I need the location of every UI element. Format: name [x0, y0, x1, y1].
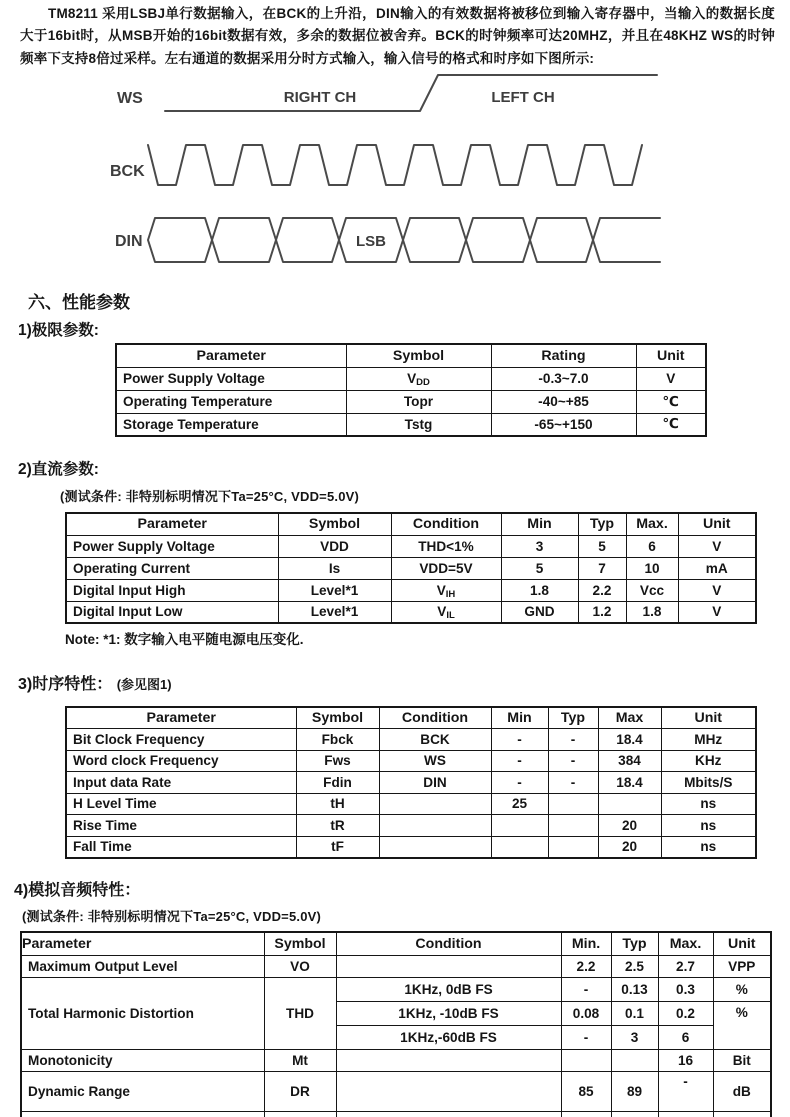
cell: Dynamic Range: [21, 1071, 264, 1111]
header-cell: Parameter: [116, 344, 346, 367]
table-row: [116, 413, 706, 436]
cell: [336, 1049, 561, 1071]
limit-params-table: [115, 343, 707, 437]
header-cell: Symbol: [264, 932, 336, 955]
cell: [336, 1071, 561, 1111]
cell: Storage Temperature: [116, 413, 346, 436]
cell: VDD=5V: [391, 557, 501, 579]
cell: Bit Clock Frequency: [66, 729, 296, 751]
cell: [379, 836, 491, 858]
cell: Mt: [264, 1049, 336, 1071]
cell: 2.2: [561, 955, 611, 977]
cell: -: [548, 729, 598, 751]
timing-table: [65, 706, 757, 859]
cell: [379, 793, 491, 815]
header-cell: Symbol: [296, 707, 379, 729]
cell: $V_{IL}$: [391, 601, 501, 623]
ws-signal-label: WS: [117, 90, 143, 107]
cell: $V_{DD}$: [346, 367, 491, 390]
table-header-row: [66, 707, 756, 729]
din-waveform: [148, 218, 660, 262]
cell: 20: [598, 815, 661, 837]
cell: 89: [611, 1071, 658, 1111]
cell: V: [678, 535, 756, 557]
audio-test-condition: (测试条件: 非特别标明情况下Ta=25°C, VDD=5.0V): [22, 909, 322, 924]
header-cell: Unit: [713, 932, 771, 955]
cell: 6: [658, 1025, 713, 1049]
table-row: [116, 367, 706, 390]
cell: ℃: [636, 390, 706, 413]
cell: 20: [598, 836, 661, 858]
cell: 384: [598, 750, 661, 772]
cell: 7: [578, 557, 626, 579]
timing-diagram: [60, 70, 720, 275]
cell: 2.2: [578, 579, 626, 601]
cell: [548, 793, 598, 815]
cell: ns: [661, 793, 756, 815]
header-cell: Condition: [379, 707, 491, 729]
intro-paragraph: TM8211 采用LSBJ单行数据输入，在BCK的上升沿，DIN输入的有效数据将被移位到输入寄存器中，当输入的数据长度大于16bit时，从MSB开始的16bit数据有效，多余的数据位被舍弃。BCK的时钟频率可达20MHZ，并且在48KHZ WS的时钟频率下支持8倍过采样。左右通道的数据采用分时方式输入，输入信号的格式和时序如下图所示:: [20, 6, 775, 66]
cell: 25: [491, 793, 548, 815]
cell: Topr: [346, 390, 491, 413]
header-cell: Symbol: [346, 344, 491, 367]
dc-test-condition: (测试条件: 非特别标明情况下Ta=25°C, VDD=5.0V): [60, 489, 360, 504]
cell: -0.3~7.0: [491, 367, 636, 390]
cell: Power Supply Voltage: [66, 535, 278, 557]
header-cell: Symbol: [278, 513, 391, 535]
cell: $V_{IH}$: [391, 579, 501, 601]
cell: 5: [501, 557, 578, 579]
right-channel-label: RIGHT CH: [283, 89, 357, 106]
cell: 0.1: [611, 1001, 658, 1025]
cell: [491, 836, 548, 858]
cell: -: [561, 977, 611, 1001]
cell: 3: [501, 535, 578, 557]
heading-limit-params: 1)极限参数:: [18, 322, 99, 339]
table-row: [66, 836, 756, 858]
cell: Input data Rate: [66, 772, 296, 794]
cell: V: [678, 601, 756, 623]
lsb-cell-label: LSB: [356, 233, 386, 250]
cell: 85: [561, 1071, 611, 1111]
header-cell: Unit: [636, 344, 706, 367]
cell: THD<1%: [391, 535, 501, 557]
cell: [658, 1111, 713, 1117]
cell: V: [678, 579, 756, 601]
cell: Fall Time: [66, 836, 296, 858]
header-cell: Parameter: [66, 513, 278, 535]
header-cell: Typ: [578, 513, 626, 535]
cell: [548, 815, 598, 837]
cell: Maximum Output Level: [21, 955, 264, 977]
cell: 6: [626, 535, 678, 557]
cell: [548, 836, 598, 858]
cell: 1KHz,-60dB FS: [336, 1025, 561, 1049]
cell: -65~+150: [491, 413, 636, 436]
cell: 18.4: [598, 729, 661, 751]
cell: WS: [379, 750, 491, 772]
cell: VPP: [713, 955, 771, 977]
header-cell: Min: [491, 707, 548, 729]
cell: 2.7: [658, 955, 713, 977]
table-row: [66, 815, 756, 837]
cell: [611, 1111, 658, 1117]
cell: Bit: [713, 1049, 771, 1071]
cell: DIN: [379, 772, 491, 794]
cell: [561, 1049, 611, 1071]
cell: ns: [661, 836, 756, 858]
cell: [598, 793, 661, 815]
table-header-row: [116, 344, 706, 367]
cell: -: [561, 1025, 611, 1049]
cell: 10: [626, 557, 678, 579]
cell: Rise Time: [66, 815, 296, 837]
cell: tH: [296, 793, 379, 815]
header-cell: Typ: [611, 932, 658, 955]
cell: 16: [658, 1049, 713, 1071]
cell: Vcc: [626, 579, 678, 601]
cell: [336, 955, 561, 977]
cell: -40~+85: [491, 390, 636, 413]
cell: mA: [678, 557, 756, 579]
cell: Digital Input Low: [66, 601, 278, 623]
cell: tF: [296, 836, 379, 858]
table-row: [21, 977, 771, 1001]
table-header-row: [66, 513, 756, 535]
din-signal-label: DIN: [115, 233, 143, 250]
cell: 0.3: [658, 977, 713, 1001]
header-cell: Parameter: [21, 932, 264, 955]
cell: [713, 1111, 771, 1117]
header-cell: Unit: [661, 707, 756, 729]
heading-timing-text: 3)时序特性：: [18, 676, 113, 693]
cell: Level*1: [278, 579, 391, 601]
cell: 1.8: [501, 579, 578, 601]
cell: Power Supply Voltage: [116, 367, 346, 390]
table-row: [66, 772, 756, 794]
cell: dB: [713, 1071, 771, 1111]
cell: 1.2: [578, 601, 626, 623]
cell: 2.5: [611, 955, 658, 977]
cell: KHz: [661, 750, 756, 772]
dc-table-note: Note: *1: 数字输入电平随电源电压变化.: [65, 632, 304, 647]
cell: 3: [611, 1025, 658, 1049]
cell: [491, 815, 548, 837]
table-row: [66, 557, 756, 579]
cell: 5: [578, 535, 626, 557]
cell: 1KHz, -10dB FS: [336, 1001, 561, 1025]
cell: 1KHz, 0dB FS: [336, 977, 561, 1001]
cell: VO: [264, 955, 336, 977]
header-cell: Parameter: [66, 707, 296, 729]
cell: Fbck: [296, 729, 379, 751]
table-row: [66, 729, 756, 751]
heading-dc-params: 2)直流参数:: [18, 461, 99, 478]
heading-audio: 4)模拟音频特性：: [14, 882, 141, 899]
cell: %: [713, 1001, 771, 1049]
header-cell: Min.: [561, 932, 611, 955]
table-row: [21, 955, 771, 977]
cell: ns: [661, 815, 756, 837]
cell: 18.4: [598, 772, 661, 794]
bck-waveform: [148, 145, 642, 185]
cell: Tstg: [346, 413, 491, 436]
cell: H Level Time: [66, 793, 296, 815]
cell: [611, 1049, 658, 1071]
cell: [264, 1111, 336, 1117]
cell: Level*1: [278, 601, 391, 623]
heading-timing-figure-ref: (参见图1): [116, 677, 172, 692]
table-row: [21, 1049, 771, 1071]
header-cell: Max: [598, 707, 661, 729]
header-cell: Unit: [678, 513, 756, 535]
cell: Is: [278, 557, 391, 579]
header-cell: Min: [501, 513, 578, 535]
header-cell: Max.: [626, 513, 678, 535]
cell: -: [491, 750, 548, 772]
cell: V: [636, 367, 706, 390]
cell: THD: [264, 977, 336, 1049]
cell: Fws: [296, 750, 379, 772]
cell: [336, 1111, 561, 1117]
header-cell: Condition: [391, 513, 501, 535]
cell: 0.08: [561, 1001, 611, 1025]
table-row: [21, 1071, 771, 1111]
header-cell: Rating: [491, 344, 636, 367]
table-header-row: [21, 932, 771, 955]
table-row: [66, 750, 756, 772]
cell: Operating Current: [66, 557, 278, 579]
bck-signal-label: BCK: [110, 163, 145, 180]
cell: DR: [264, 1071, 336, 1111]
cell: -: [491, 772, 548, 794]
cell: 0.13: [611, 977, 658, 1001]
cell: -: [491, 729, 548, 751]
cell: Monotonicity: [21, 1049, 264, 1071]
cell: [21, 1111, 264, 1117]
cell: tR: [296, 815, 379, 837]
table-row-clipped: [21, 1111, 771, 1117]
cell: Digital Input High: [66, 579, 278, 601]
cell: VDD: [278, 535, 391, 557]
left-channel-label: LEFT CH: [491, 89, 555, 106]
cell: -: [658, 1071, 713, 1111]
header-cell: Max.: [658, 932, 713, 955]
cell: BCK: [379, 729, 491, 751]
header-cell: Typ: [548, 707, 598, 729]
table-row: [66, 793, 756, 815]
section-title: 六、性能参数: [28, 293, 130, 312]
cell: ℃: [636, 413, 706, 436]
ws-waveform: [165, 75, 657, 111]
cell: [379, 815, 491, 837]
audio-params-table: [20, 931, 772, 1117]
cell: 0.2: [658, 1001, 713, 1025]
cell: -: [548, 772, 598, 794]
heading-timing: [18, 671, 172, 694]
table-row: [66, 535, 756, 557]
table-row: [66, 601, 756, 623]
dc-params-table: [65, 512, 757, 624]
cell: 1.8: [626, 601, 678, 623]
cell: %: [713, 977, 771, 1001]
cell: Mbits/S: [661, 772, 756, 794]
table-row: [116, 390, 706, 413]
cell: GND: [501, 601, 578, 623]
cell: Fdin: [296, 772, 379, 794]
cell: Operating Temperature: [116, 390, 346, 413]
cell: MHz: [661, 729, 756, 751]
cell: [561, 1111, 611, 1117]
header-cell: Condition: [336, 932, 561, 955]
cell: Word clock Frequency: [66, 750, 296, 772]
cell: Total Harmonic Distortion: [21, 977, 264, 1049]
cell: -: [548, 750, 598, 772]
table-row: [66, 579, 756, 601]
